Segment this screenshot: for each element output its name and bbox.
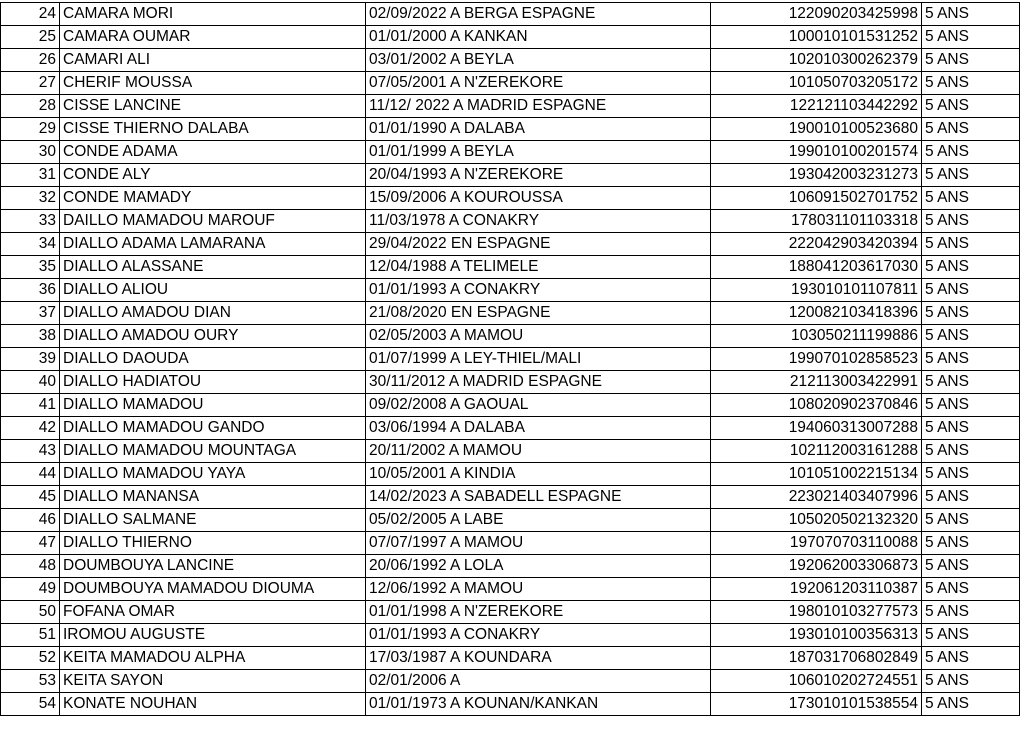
id-number-cell: 101050703205172 xyxy=(711,72,922,95)
duration-cell: 5 ANS xyxy=(922,325,1020,348)
person-name-cell: DAILLO MAMADOU MAROUF xyxy=(60,210,366,233)
person-name-cell: KONATE NOUHAN xyxy=(60,693,366,716)
table-row xyxy=(1,670,1020,693)
table-row xyxy=(1,3,1020,26)
row-number-cell: 31 xyxy=(1,164,60,187)
birth-date-place-cell: 12/06/1992 A MAMOU xyxy=(366,578,711,601)
person-name-cell: KEITA SAYON xyxy=(60,670,366,693)
table-row xyxy=(1,256,1020,279)
table-row xyxy=(1,486,1020,509)
table-row xyxy=(1,532,1020,555)
row-number-cell: 53 xyxy=(1,670,60,693)
row-number-cell: 42 xyxy=(1,417,60,440)
person-name-cell: CAMARA MORI xyxy=(60,3,366,26)
duration-cell: 5 ANS xyxy=(922,256,1020,279)
table-row xyxy=(1,463,1020,486)
row-number-cell: 25 xyxy=(1,26,60,49)
birth-date-place-cell: 29/04/2022 EN ESPAGNE xyxy=(366,233,711,256)
duration-cell: 5 ANS xyxy=(922,118,1020,141)
person-name-cell: DIALLO THIERNO xyxy=(60,532,366,555)
person-name-cell: CHERIF MOUSSA xyxy=(60,72,366,95)
duration-cell: 5 ANS xyxy=(922,463,1020,486)
row-number-cell: 30 xyxy=(1,141,60,164)
table-row xyxy=(1,233,1020,256)
id-number-cell: 193010100356313 xyxy=(711,624,922,647)
birth-date-place-cell: 07/07/1997 A MAMOU xyxy=(366,532,711,555)
row-number-cell: 48 xyxy=(1,555,60,578)
table-row xyxy=(1,693,1020,716)
birth-date-place-cell: 01/01/1990 A DALABA xyxy=(366,118,711,141)
duration-cell: 5 ANS xyxy=(922,624,1020,647)
birth-date-place-cell: 21/08/2020 EN ESPAGNE xyxy=(366,302,711,325)
duration-cell: 5 ANS xyxy=(922,647,1020,670)
birth-date-place-cell: 01/01/1973 A KOUNAN/KANKAN xyxy=(366,693,711,716)
birth-date-place-cell: 05/02/2005 A LABE xyxy=(366,509,711,532)
duration-cell: 5 ANS xyxy=(922,440,1020,463)
duration-cell: 5 ANS xyxy=(922,164,1020,187)
row-number-cell: 38 xyxy=(1,325,60,348)
id-number-cell: 190010100523680 xyxy=(711,118,922,141)
birth-date-place-cell: 02/01/2006 A xyxy=(366,670,711,693)
birth-date-place-cell: 20/04/1993 A N'ZEREKORE xyxy=(366,164,711,187)
table-row xyxy=(1,279,1020,302)
row-number-cell: 51 xyxy=(1,624,60,647)
duration-cell: 5 ANS xyxy=(922,187,1020,210)
person-name-cell: IROMOU AUGUSTE xyxy=(60,624,366,647)
table-row xyxy=(1,647,1020,670)
person-name-cell: DIALLO MAMADOU xyxy=(60,394,366,417)
person-name-cell: KEITA MAMADOU ALPHA xyxy=(60,647,366,670)
row-number-cell: 33 xyxy=(1,210,60,233)
id-number-cell: 122090203425998 xyxy=(711,3,922,26)
id-number-cell: 102010300262379 xyxy=(711,49,922,72)
id-number-cell: 194060313007288 xyxy=(711,417,922,440)
duration-cell: 5 ANS xyxy=(922,141,1020,164)
records-table xyxy=(0,2,1020,716)
duration-cell: 5 ANS xyxy=(922,532,1020,555)
id-number-cell: 199010100201574 xyxy=(711,141,922,164)
duration-cell: 5 ANS xyxy=(922,233,1020,256)
birth-date-place-cell: 15/09/2006 A KOUROUSSA xyxy=(366,187,711,210)
id-number-cell: 106010202724551 xyxy=(711,670,922,693)
id-number-cell: 100010101531252 xyxy=(711,26,922,49)
row-number-cell: 29 xyxy=(1,118,60,141)
person-name-cell: DIALLO DAOUDA xyxy=(60,348,366,371)
id-number-cell: 120082103418396 xyxy=(711,302,922,325)
person-name-cell: DIALLO MANANSA xyxy=(60,486,366,509)
person-name-cell: CAMARI ALI xyxy=(60,49,366,72)
records-table-body xyxy=(1,3,1020,716)
duration-cell: 5 ANS xyxy=(922,26,1020,49)
birth-date-place-cell: 17/03/1987 A KOUNDARA xyxy=(366,647,711,670)
id-number-cell: 188041203617030 xyxy=(711,256,922,279)
row-number-cell: 44 xyxy=(1,463,60,486)
birth-date-place-cell: 20/06/1992 A LOLA xyxy=(366,555,711,578)
row-number-cell: 27 xyxy=(1,72,60,95)
person-name-cell: DOUMBOUYA LANCINE xyxy=(60,555,366,578)
person-name-cell: DIALLO AMADOU OURY xyxy=(60,325,366,348)
duration-cell: 5 ANS xyxy=(922,601,1020,624)
birth-date-place-cell: 20/11/2002 A MAMOU xyxy=(366,440,711,463)
row-number-cell: 43 xyxy=(1,440,60,463)
id-number-cell: 106091502701752 xyxy=(711,187,922,210)
duration-cell: 5 ANS xyxy=(922,49,1020,72)
table-row xyxy=(1,578,1020,601)
birth-date-place-cell: 01/01/2000 A KANKAN xyxy=(366,26,711,49)
id-number-cell: 187031706802849 xyxy=(711,647,922,670)
table-row xyxy=(1,371,1020,394)
id-number-cell: 178031101103318 xyxy=(711,210,922,233)
birth-date-place-cell: 14/02/2023 A SABADELL ESPAGNE xyxy=(366,486,711,509)
table-row xyxy=(1,95,1020,118)
table-row xyxy=(1,325,1020,348)
id-number-cell: 102112003161288 xyxy=(711,440,922,463)
person-name-cell: DIALLO MAMADOU GANDO xyxy=(60,417,366,440)
id-number-cell: 198010103277573 xyxy=(711,601,922,624)
table-row xyxy=(1,302,1020,325)
table-row xyxy=(1,348,1020,371)
duration-cell: 5 ANS xyxy=(922,693,1020,716)
person-name-cell: DIALLO AMADOU DIAN xyxy=(60,302,366,325)
duration-cell: 5 ANS xyxy=(922,95,1020,118)
duration-cell: 5 ANS xyxy=(922,72,1020,95)
person-name-cell: CISSE LANCINE xyxy=(60,95,366,118)
person-name-cell: CAMARA OUMAR xyxy=(60,26,366,49)
row-number-cell: 36 xyxy=(1,279,60,302)
duration-cell: 5 ANS xyxy=(922,210,1020,233)
table-row xyxy=(1,440,1020,463)
duration-cell: 5 ANS xyxy=(922,3,1020,26)
person-name-cell: FOFANA OMAR xyxy=(60,601,366,624)
row-number-cell: 46 xyxy=(1,509,60,532)
birth-date-place-cell: 01/01/1993 A CONAKRY xyxy=(366,279,711,302)
row-number-cell: 26 xyxy=(1,49,60,72)
table-row xyxy=(1,118,1020,141)
birth-date-place-cell: 03/06/1994 A DALABA xyxy=(366,417,711,440)
id-number-cell: 193042003231273 xyxy=(711,164,922,187)
table-row xyxy=(1,26,1020,49)
birth-date-place-cell: 03/01/2002 A BEYLA xyxy=(366,49,711,72)
person-name-cell: DIALLO MAMADOU MOUNTAGA xyxy=(60,440,366,463)
person-name-cell: DIALLO ADAMA LAMARANA xyxy=(60,233,366,256)
table-row xyxy=(1,141,1020,164)
person-name-cell: CONDE MAMADY xyxy=(60,187,366,210)
table-row xyxy=(1,624,1020,647)
duration-cell: 5 ANS xyxy=(922,417,1020,440)
person-name-cell: CISSE THIERNO DALABA xyxy=(60,118,366,141)
person-name-cell: CONDE ADAMA xyxy=(60,141,366,164)
id-number-cell: 108020902370846 xyxy=(711,394,922,417)
row-number-cell: 54 xyxy=(1,693,60,716)
birth-date-place-cell: 02/09/2022 A BERGA ESPAGNE xyxy=(366,3,711,26)
id-number-cell: 101051002215134 xyxy=(711,463,922,486)
table-row xyxy=(1,601,1020,624)
row-number-cell: 47 xyxy=(1,532,60,555)
birth-date-place-cell: 01/01/1998 A N'ZEREKORE xyxy=(366,601,711,624)
person-name-cell: DIALLO SALMANE xyxy=(60,509,366,532)
id-number-cell: 105020502132320 xyxy=(711,509,922,532)
row-number-cell: 40 xyxy=(1,371,60,394)
duration-cell: 5 ANS xyxy=(922,509,1020,532)
row-number-cell: 34 xyxy=(1,233,60,256)
table-row xyxy=(1,72,1020,95)
birth-date-place-cell: 02/05/2003 A MAMOU xyxy=(366,325,711,348)
row-number-cell: 39 xyxy=(1,348,60,371)
row-number-cell: 52 xyxy=(1,647,60,670)
birth-date-place-cell: 09/02/2008 A GAOUAL xyxy=(366,394,711,417)
birth-date-place-cell: 01/01/1993 A CONAKRY xyxy=(366,624,711,647)
birth-date-place-cell: 01/01/1999 A BEYLA xyxy=(366,141,711,164)
birth-date-place-cell: 12/04/1988 A TELIMELE xyxy=(366,256,711,279)
person-name-cell: DIALLO HADIATOU xyxy=(60,371,366,394)
row-number-cell: 24 xyxy=(1,3,60,26)
person-name-cell: CONDE ALY xyxy=(60,164,366,187)
birth-date-place-cell: 07/05/2001 A N'ZEREKORE xyxy=(366,72,711,95)
duration-cell: 5 ANS xyxy=(922,394,1020,417)
id-number-cell: 173010101538554 xyxy=(711,693,922,716)
id-number-cell: 122121103442292 xyxy=(711,95,922,118)
row-number-cell: 35 xyxy=(1,256,60,279)
duration-cell: 5 ANS xyxy=(922,279,1020,302)
id-number-cell: 199070102858523 xyxy=(711,348,922,371)
duration-cell: 5 ANS xyxy=(922,486,1020,509)
table-row xyxy=(1,417,1020,440)
duration-cell: 5 ANS xyxy=(922,348,1020,371)
birth-date-place-cell: 30/11/2012 A MADRID ESPAGNE xyxy=(366,371,711,394)
table-row xyxy=(1,394,1020,417)
row-number-cell: 37 xyxy=(1,302,60,325)
birth-date-place-cell: 10/05/2001 A KINDIA xyxy=(366,463,711,486)
birth-date-place-cell: 01/07/1999 A LEY-THIEL/MALI xyxy=(366,348,711,371)
row-number-cell: 41 xyxy=(1,394,60,417)
row-number-cell: 45 xyxy=(1,486,60,509)
table-row xyxy=(1,210,1020,233)
person-name-cell: DIALLO MAMADOU YAYA xyxy=(60,463,366,486)
duration-cell: 5 ANS xyxy=(922,578,1020,601)
table-row xyxy=(1,555,1020,578)
id-number-cell: 222042903420394 xyxy=(711,233,922,256)
table-row xyxy=(1,49,1020,72)
id-number-cell: 197070703110088 xyxy=(711,532,922,555)
id-number-cell: 193010101107811 xyxy=(711,279,922,302)
row-number-cell: 32 xyxy=(1,187,60,210)
table-row xyxy=(1,509,1020,532)
id-number-cell: 223021403407996 xyxy=(711,486,922,509)
id-number-cell: 212113003422991 xyxy=(711,371,922,394)
id-number-cell: 192061203110387 xyxy=(711,578,922,601)
id-number-cell: 192062003306873 xyxy=(711,555,922,578)
person-name-cell: DOUMBOUYA MAMADOU DIOUMA xyxy=(60,578,366,601)
row-number-cell: 28 xyxy=(1,95,60,118)
person-name-cell: DIALLO ALIOU xyxy=(60,279,366,302)
duration-cell: 5 ANS xyxy=(922,302,1020,325)
row-number-cell: 49 xyxy=(1,578,60,601)
birth-date-place-cell: 11/03/1978 A CONAKRY xyxy=(366,210,711,233)
duration-cell: 5 ANS xyxy=(922,555,1020,578)
duration-cell: 5 ANS xyxy=(922,670,1020,693)
table-row xyxy=(1,187,1020,210)
id-number-cell: 103050211199886 xyxy=(711,325,922,348)
person-name-cell: DIALLO ALASSANE xyxy=(60,256,366,279)
table-row xyxy=(1,164,1020,187)
birth-date-place-cell: 11/12/ 2022 A MADRID ESPAGNE xyxy=(366,95,711,118)
duration-cell: 5 ANS xyxy=(922,371,1020,394)
row-number-cell: 50 xyxy=(1,601,60,624)
